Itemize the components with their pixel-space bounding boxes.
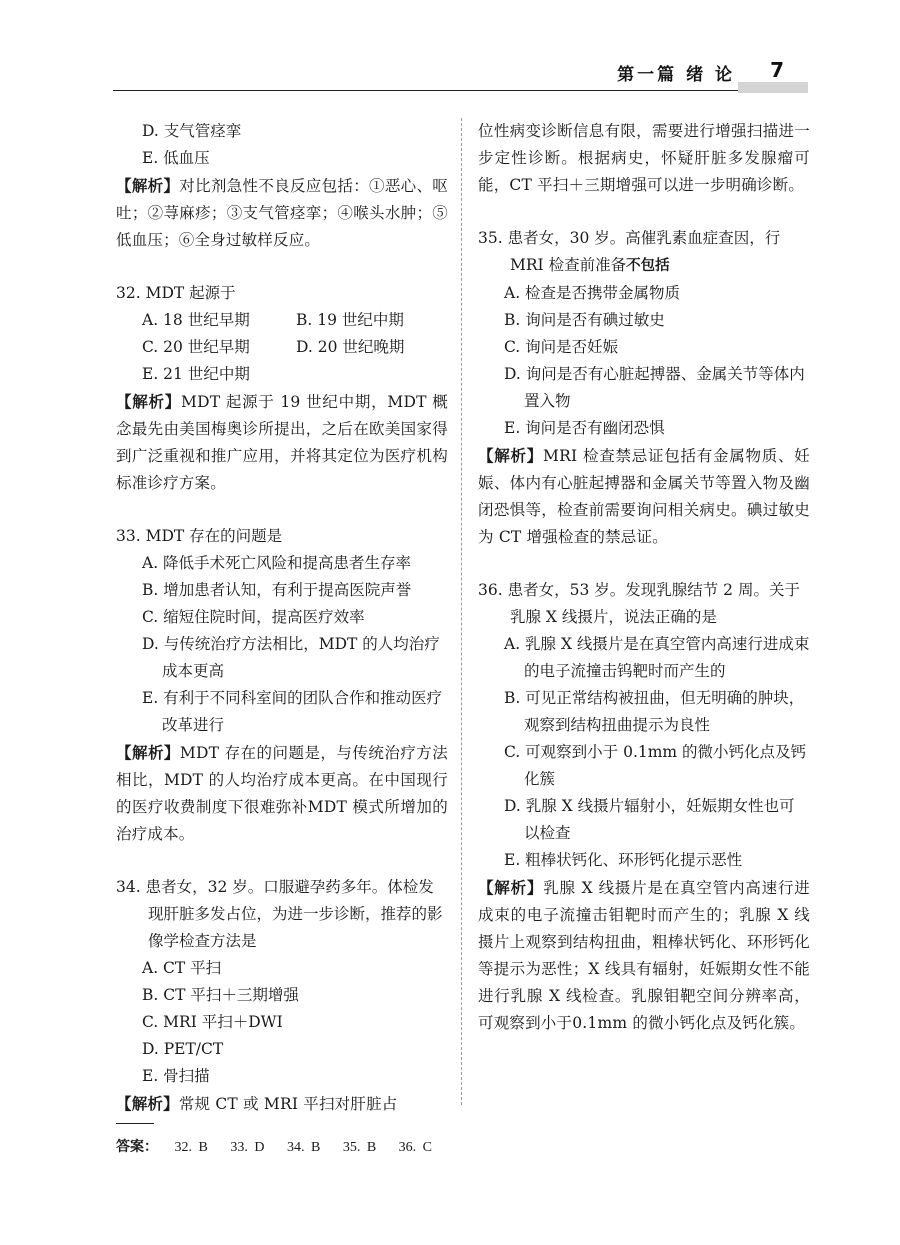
q31-analysis — [116, 172, 448, 254]
analysis-label: 【解析】 — [478, 446, 544, 465]
q31-option-e: E. 低血压 — [142, 149, 210, 167]
q34-option-d: D. PET/CT — [142, 1040, 224, 1058]
q34-option-a: A. CT 平扫 — [142, 959, 222, 977]
q32-option-d: D. 20 世纪晚期 — [296, 338, 405, 356]
q34-analysis-text-1: 常规 CT 或 MRI 平扫对肝脏占 — [178, 1095, 398, 1113]
q36-analysis — [478, 874, 810, 1037]
q36-option-a: A. 乳腺 X 线摄片是在真空管内高速行进成束的电子流撞击钨靶时而产生的 — [504, 635, 810, 680]
q35-option-d: D. 询问是否有心脏起搏器、金属关节等体内置入物 — [504, 365, 805, 410]
q36-option-c: C. 可观察到小于 0.1mm 的微小钙化点及钙化簇 — [504, 743, 807, 788]
analysis-label: 【解析】 — [116, 1094, 179, 1113]
q33-option-c: C. 缩短住院时间，提高医疗效率 — [142, 608, 365, 626]
q34-analysis-start — [116, 1090, 448, 1118]
footnote-rule — [116, 1123, 154, 1124]
q34-option-e: E. 骨扫描 — [142, 1067, 210, 1085]
q35-stem-emphasis: 不包括 — [626, 258, 670, 274]
q32-options-row-1 — [116, 307, 448, 334]
q35-option-e: E. 询问是否有幽闭恐惧 — [504, 419, 665, 437]
analysis-label: 【解析】 — [116, 176, 180, 195]
q33-analysis-text: MDT 存在的问题是，与传统治疗方法相比，MDT 的人均治疗成本更高。在中国现行的医疗收费制度下很难弥补MDT 模式所增加的治疗成本。 — [116, 744, 448, 843]
q36-option-b: B. 可见正常结构被扭曲，但无明确的肿块，观察到结构扭曲提示为良性 — [504, 689, 805, 734]
q36-stem: 36. 患者女，53 岁。发现乳腺结节 2 周。关于乳腺 X 线摄片，说法正确的是 — [478, 581, 800, 626]
left-column — [116, 118, 448, 1118]
q35-option-c: C. 询问是否妊娠 — [504, 338, 619, 356]
q33-stem: 33. MDT 存在的问题是 — [116, 527, 283, 545]
q35-option-a: A. 检查是否携带金属物质 — [504, 284, 681, 302]
header-rule — [113, 90, 738, 91]
q36-option-d: D. 乳腺 X 线摄片辐射小，妊娠期女性也可以检查 — [504, 797, 795, 842]
answer-35: 35. B — [342, 1140, 377, 1155]
q31-option-d: D. 支气管痉挛 — [142, 122, 242, 140]
analysis-label: 【解析】 — [116, 392, 181, 411]
q35-option-b: B. 询问是否有碘过敏史 — [504, 311, 665, 329]
q34-option-c: C. MRI 平扫＋DWI — [142, 1013, 283, 1031]
answer-34: 34. B — [286, 1140, 321, 1155]
q34-analysis-continued: 位性病变诊断信息有限，需要进行增强扫描进一步定性诊断。根据病史，怀疑肝脏多发腺瘤可能，CT 平扫＋三期增强可以进一步明确诊断。 — [478, 122, 810, 194]
answer-key — [116, 1136, 448, 1156]
q35-analysis — [478, 442, 810, 551]
q35-stem-text: 35. 患者女，30 岁。高催乳素血症查因，行MRI 检查前准备 — [478, 229, 781, 274]
q32-option-c: C. 20 世纪早期 — [142, 338, 250, 356]
q31-analysis-text: 对比剂急性不良反应包括：①恶心、呕吐；②荨麻疹；③支气管痉挛；④喉头水肿；⑤低血压；⑥全身过敏样反应。 — [116, 177, 448, 249]
right-column — [478, 118, 810, 1037]
answer-36: 36. C — [398, 1140, 432, 1155]
q32-option-b: B. 19 世纪中期 — [296, 311, 404, 329]
q34-option-b: B. CT 平扫＋三期增强 — [142, 986, 299, 1004]
q32-stem: 32. MDT 起源于 — [116, 284, 236, 302]
q32-option-a: A. 18 世纪早期 — [142, 311, 250, 329]
q36-analysis-text: 乳腺 X 线摄片是在真空管内高速行进成束的电子流撞击钼靶时而产生的；乳腺 X 线摄片上观察到结构扭曲，粗棒状钙化、环形钙化等提示为恶性；X 线具有辐射，妊娠期女性不能进行乳腺 X 线检查。乳腺钼靶空间分辨率高，可观察到小于0.1mm 的微小钙化点及钙化簇。 — [478, 879, 810, 1032]
q33-option-b: B. 增加患者认知，有利于提高医院声誉 — [142, 581, 412, 599]
q32-option-e: E. 21 世纪中期 — [142, 365, 250, 383]
chapter-title: 第一篇 绪 论 — [617, 65, 735, 85]
q33-option-e: E. 有利于不同科室间的团队合作和推动医疗改革进行 — [142, 689, 443, 734]
column-divider — [461, 118, 462, 1105]
q36-option-e: E. 粗棒状钙化、环形钙化提示恶性 — [504, 851, 743, 869]
q33-option-d: D. 与传统治疗方法相比，MDT 的人均治疗成本更高 — [142, 635, 440, 680]
q32-analysis-text: MDT 起源于 19 世纪中期，MDT 概念最先由美国梅奥诊所提出，之后在欧美国家得到广泛重视和推广应用，并将其定位为医疗机构标准诊疗方案。 — [116, 393, 448, 492]
q32-analysis — [116, 388, 448, 497]
answer-key-label: 答案： — [116, 1139, 158, 1155]
q33-analysis — [116, 739, 448, 848]
q33-option-a: A. 降低手术死亡风险和提高患者生存率 — [142, 554, 412, 572]
answer-32: 32. B — [174, 1140, 208, 1155]
analysis-label: 【解析】 — [478, 878, 544, 897]
q32-options-row-2 — [116, 334, 448, 361]
q35-stem — [478, 225, 810, 280]
header-tab-decoration — [738, 82, 808, 93]
q35-analysis-text: MRI 检查禁忌证包括有金属物质、妊娠、体内有心脏起搏器和金属关节等置入物及幽闭恐惧等，检查前需要询问相关病史。碘过敏史为 CT 增强检查的禁忌证。 — [478, 447, 810, 546]
answer-33: 33. D — [230, 1140, 265, 1155]
analysis-label: 【解析】 — [116, 743, 180, 762]
page-number: 7 — [770, 58, 784, 82]
q34-stem: 34. 患者女，32 岁。口服避孕药多年。体检发现肝脏多发占位，为进一步诊断，推荐的影像学检查方法是 — [116, 878, 443, 950]
